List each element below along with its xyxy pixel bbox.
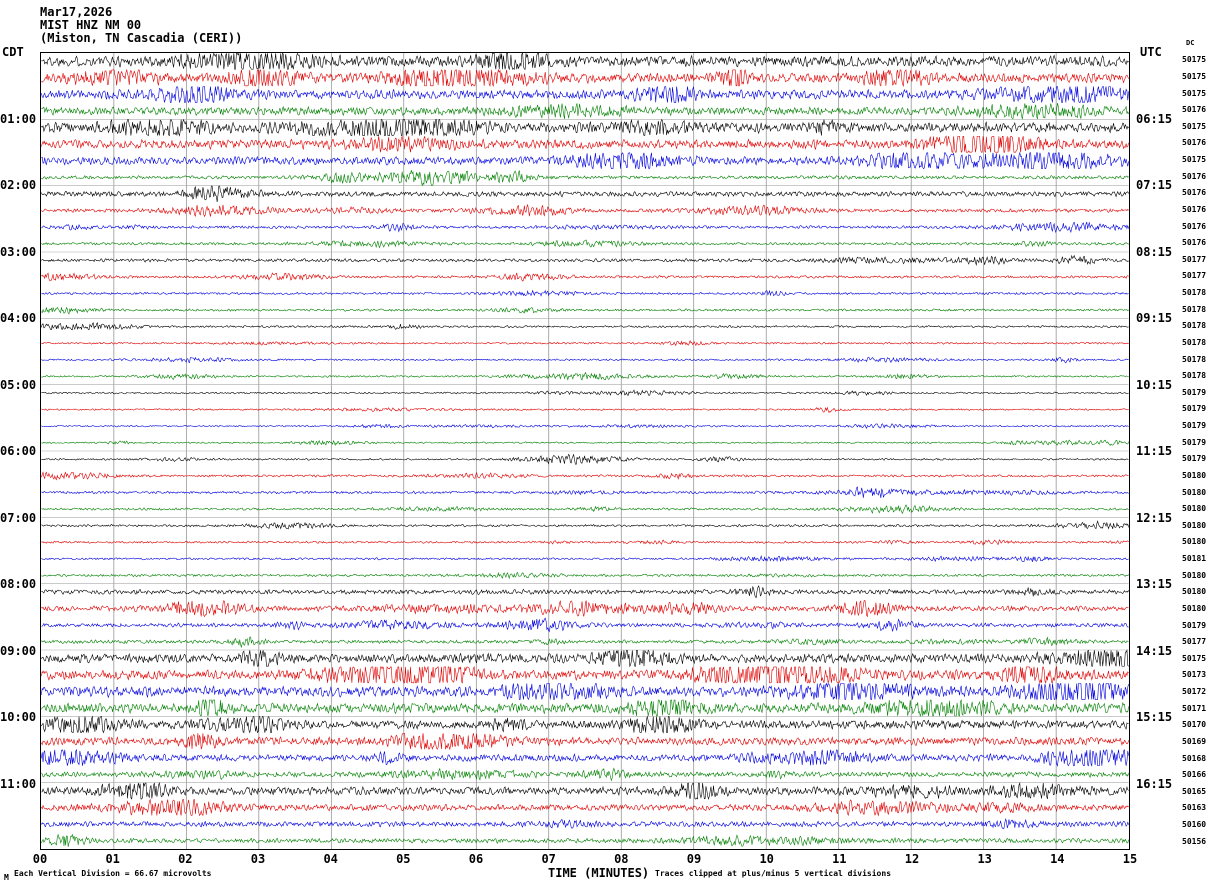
dc-value: 50179	[1182, 387, 1207, 397]
dc-value: 50176	[1182, 188, 1207, 198]
dc-value: 50179	[1182, 404, 1207, 414]
dc-value: 50175	[1182, 121, 1207, 131]
dc-value: 50177	[1182, 271, 1207, 281]
right-timezone-label: UTC	[1140, 45, 1162, 59]
scale-note: Each Vertical Division = 66.67 microvolts	[14, 869, 212, 878]
x-axis-label: TIME (MINUTES)	[548, 866, 650, 880]
dc-value: 50178	[1182, 288, 1207, 298]
dc-value: 50175	[1182, 653, 1207, 663]
dc-value: 50179	[1182, 437, 1207, 447]
dc-value: 50175	[1182, 55, 1207, 65]
dc-value: 50181	[1182, 554, 1207, 564]
dc-value: 50175	[1182, 155, 1207, 165]
header-date: Mar17,2026	[40, 5, 113, 19]
x-axis-tick: 14	[1050, 852, 1065, 866]
dc-value: 50176	[1182, 105, 1207, 115]
right-time-tick: 13:15	[1136, 577, 1173, 591]
dc-value: 50176	[1182, 204, 1207, 214]
dc-value: 50178	[1182, 354, 1207, 364]
dc-value: 50166	[1182, 770, 1207, 780]
dc-value: 50160	[1182, 820, 1207, 830]
left-time-tick: 08:00	[0, 577, 37, 591]
x-axis-tick: 13	[977, 852, 992, 866]
dc-value: 50178	[1182, 371, 1207, 381]
dc-value: 50168	[1182, 753, 1207, 763]
dc-value: 50173	[1182, 670, 1207, 680]
left-time-tick: 09:00	[0, 643, 37, 658]
left-time-tick: 07:00	[0, 510, 37, 525]
seismogram-plot	[40, 52, 1130, 850]
dc-value: 50170	[1182, 720, 1207, 730]
dc-value: 50163	[1182, 803, 1207, 813]
right-time-tick: 16:15	[1136, 776, 1173, 791]
dc-value: 50178	[1182, 321, 1207, 331]
seismogram-traces	[41, 53, 1129, 849]
dc-value: 50180	[1182, 570, 1207, 580]
left-time-tick: 11:00	[0, 776, 37, 791]
x-axis-tick: 07	[541, 852, 556, 866]
x-axis-tick: 01	[105, 852, 120, 866]
dc-value: 50175	[1182, 71, 1207, 81]
x-axis-tick: 05	[396, 852, 411, 866]
dc-value: 50177	[1182, 637, 1207, 647]
left-time-tick: 10:00	[0, 710, 37, 724]
right-time-tick: 07:15	[1136, 178, 1173, 192]
dc-value: 50169	[1182, 736, 1207, 746]
dc-value: 50178	[1182, 337, 1207, 347]
dc-value: 50165	[1182, 786, 1207, 796]
right-time-tick: 08:15	[1136, 244, 1173, 259]
right-time-tick: 10:15	[1136, 377, 1173, 392]
dc-value: 50171	[1182, 703, 1207, 713]
dc-value: 50180	[1182, 587, 1207, 597]
dc-value: 50176	[1182, 171, 1207, 181]
dc-value: 50176	[1182, 238, 1207, 248]
dc-column-label: DC	[1186, 39, 1195, 47]
dc-value: 50156	[1182, 836, 1207, 846]
dc-value: 50178	[1182, 304, 1207, 314]
right-time-tick: 06:15	[1136, 111, 1173, 126]
x-axis-tick: 12	[904, 852, 920, 866]
dc-value: 50180	[1182, 470, 1207, 480]
x-axis-tick: 08	[614, 852, 629, 866]
dc-value: 50179	[1182, 421, 1207, 431]
x-axis-tick: 09	[686, 852, 702, 866]
dc-value: 50179	[1182, 454, 1207, 464]
x-axis-tick: 11	[832, 852, 847, 866]
left-time-tick: 05:00	[0, 377, 37, 392]
header-station: MIST HNZ NM 00	[40, 18, 142, 32]
dc-value: 50179	[1182, 620, 1207, 630]
dc-value: 50176	[1182, 138, 1207, 148]
right-time-tick: 12:15	[1136, 510, 1173, 525]
dc-value: 50180	[1182, 487, 1207, 497]
dc-value: 50180	[1182, 537, 1207, 547]
left-time-tick: 03:00	[0, 244, 37, 259]
dc-value: 50172	[1182, 687, 1207, 697]
x-axis-tick: 02	[178, 852, 193, 866]
left-timezone-label: CDT	[2, 45, 24, 59]
x-axis-tick: 03	[250, 852, 266, 866]
left-time-tick: 02:00	[0, 178, 37, 192]
x-axis-tick: 04	[323, 852, 338, 866]
x-axis-tick: 00	[32, 852, 48, 866]
right-time-tick: 15:15	[1136, 710, 1173, 724]
right-time-tick: 09:15	[1136, 311, 1173, 325]
dc-value: 50176	[1182, 221, 1207, 231]
dc-value: 50177	[1182, 254, 1207, 264]
right-time-tick: 11:15	[1136, 444, 1173, 458]
dc-value: 50180	[1182, 520, 1207, 530]
dc-value: 50180	[1182, 603, 1207, 613]
header-location: (Miston, TN Cascadia (CERI))	[40, 31, 243, 45]
clip-note: Traces clipped at plus/minus 5 vertical divisions	[655, 869, 892, 878]
dc-value: 50175	[1182, 88, 1207, 98]
m-marker: M	[4, 873, 9, 882]
left-time-tick: 04:00	[0, 311, 37, 325]
left-time-tick: 06:00	[0, 444, 37, 458]
x-axis-tick: 06	[468, 852, 484, 866]
x-axis-tick: 15	[1122, 852, 1138, 866]
left-time-tick: 01:00	[0, 111, 37, 126]
x-axis-tick: 10	[759, 852, 774, 866]
dc-value: 50180	[1182, 504, 1207, 514]
right-time-tick: 14:15	[1136, 643, 1173, 658]
